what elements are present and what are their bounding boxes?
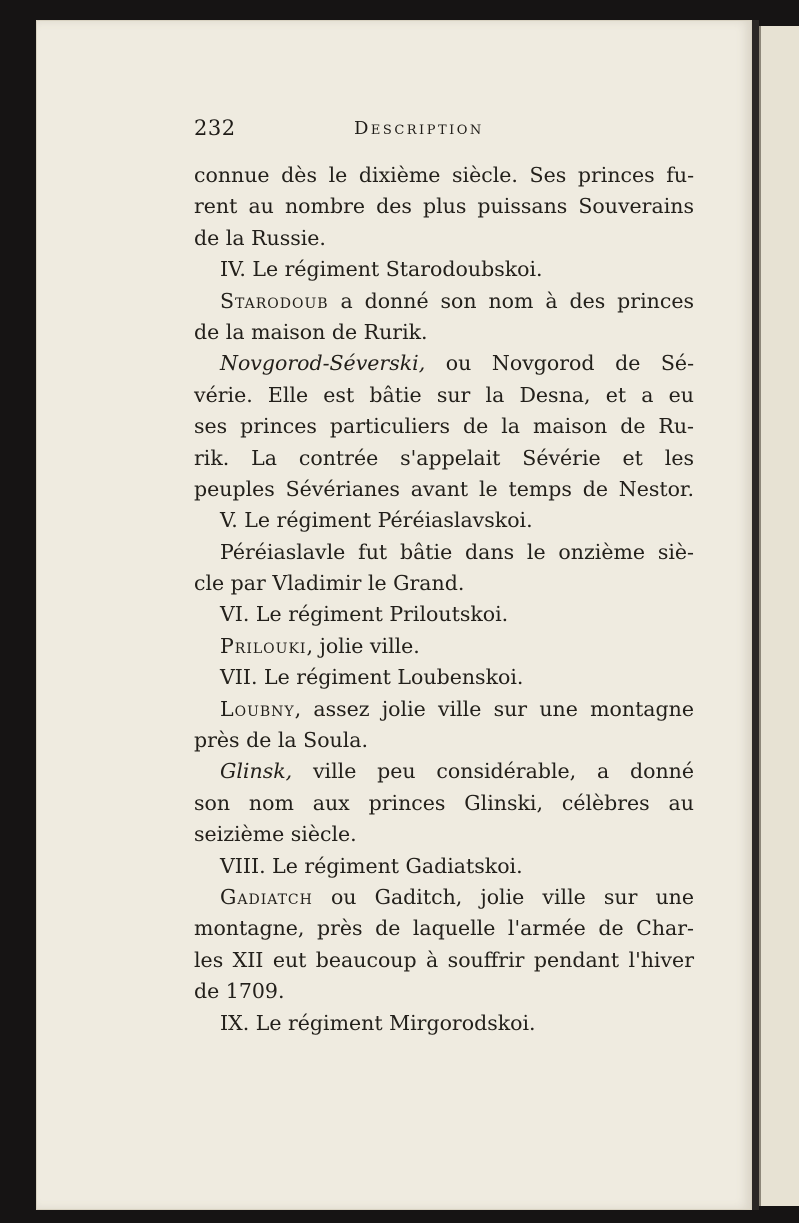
page-number: 232 <box>194 116 236 140</box>
text-segment: rik. La contrée s'appelait Sévérie et les <box>194 445 694 470</box>
italic-place-name: Glinsk, <box>220 759 293 784</box>
text-line <box>194 819 694 850</box>
text-line <box>194 380 694 411</box>
text-segment: V. Le régiment Péréiaslavskoi. <box>220 508 533 533</box>
text-line <box>194 568 694 599</box>
text-line <box>194 631 694 662</box>
text-line <box>194 537 694 568</box>
text-line <box>194 443 694 474</box>
text-segment: de la Russie. <box>194 225 326 250</box>
text-segment: ou Novgorod de Sé- <box>425 351 694 376</box>
text-segment: , assez jolie ville sur une montagne <box>294 696 694 721</box>
facing-page-edge <box>759 26 799 1206</box>
text-line <box>194 851 694 882</box>
text-line <box>194 254 694 285</box>
text-line <box>194 694 694 725</box>
text-line <box>194 317 694 348</box>
text-line <box>194 1008 694 1039</box>
text-segment: VII. Le régiment Loubenskoi. <box>220 665 524 690</box>
text-line <box>194 913 694 944</box>
text-segment: VIII. Le régiment Gadiatskoi. <box>220 853 523 878</box>
text-segment: rent au nombre des plus puissans Souverains <box>194 194 694 219</box>
text-segment: ou Gaditch, jolie ville sur une <box>312 884 694 909</box>
place-name: Prilouki <box>220 633 307 658</box>
text-line <box>194 160 694 191</box>
text-line <box>194 725 694 756</box>
text-segment: ses princes particuliers de la maison de Ru- <box>194 414 694 439</box>
text-segment: IV. Le régiment Starodoubskoi. <box>220 257 543 282</box>
page-header <box>194 112 694 146</box>
text-line <box>194 756 694 787</box>
text-line <box>194 976 694 1007</box>
text-segment: de 1709. <box>194 979 285 1004</box>
text-line <box>194 882 694 913</box>
place-name: Gadiatch <box>220 884 313 909</box>
text-line <box>194 788 694 819</box>
text-segment: de la maison de Rurik. <box>194 319 428 344</box>
text-line <box>194 945 694 976</box>
text-segment: VI. Le régiment Priloutskoi. <box>220 602 509 627</box>
text-segment: a donné son nom à des princes <box>328 288 694 313</box>
text-line <box>194 223 694 254</box>
text-line <box>194 348 694 379</box>
text-segment: peuples Sévérianes avant le temps de Nestor. <box>194 476 694 501</box>
text-line <box>194 191 694 222</box>
body-text <box>194 160 694 1039</box>
text-segment: près de la Soula. <box>194 728 369 753</box>
page-gutter-shadow <box>752 20 759 1210</box>
italic-place-name: Novgorod-Séverski, <box>220 351 426 376</box>
text-segment: IX. Le régiment Mirgorodskoi. <box>220 1010 536 1035</box>
text-line <box>194 474 694 505</box>
text-line <box>194 662 694 693</box>
text-line <box>194 286 694 317</box>
text-segment: son nom aux princes Glinski, célèbres au <box>194 790 694 815</box>
text-segment: montagne, près de laquelle l'armée de Char- <box>194 916 694 941</box>
place-name: Starodoub <box>220 288 329 313</box>
text-segment: les XII eut beaucoup à souffrir pendant l'hiver <box>194 947 694 972</box>
text-segment: connue dès le dixième siècle. Ses princes fu- <box>194 163 694 187</box>
text-line <box>194 411 694 442</box>
place-name: Loubny <box>220 696 295 721</box>
text-segment: cle par Vladimir le Grand. <box>194 571 465 596</box>
text-segment: Péréiaslavle fut bâtie dans le onzième siè- <box>220 539 694 564</box>
text-segment: seizième siècle. <box>194 822 357 847</box>
running-head: Description <box>354 118 484 139</box>
text-line <box>194 505 694 536</box>
text-segment: , jolie ville. <box>306 633 420 658</box>
text-segment: vérie. Elle est bâtie sur la Desna, et a eu <box>194 382 694 407</box>
text-line <box>194 599 694 630</box>
text-segment: ville peu considérable, a donné <box>292 759 694 784</box>
